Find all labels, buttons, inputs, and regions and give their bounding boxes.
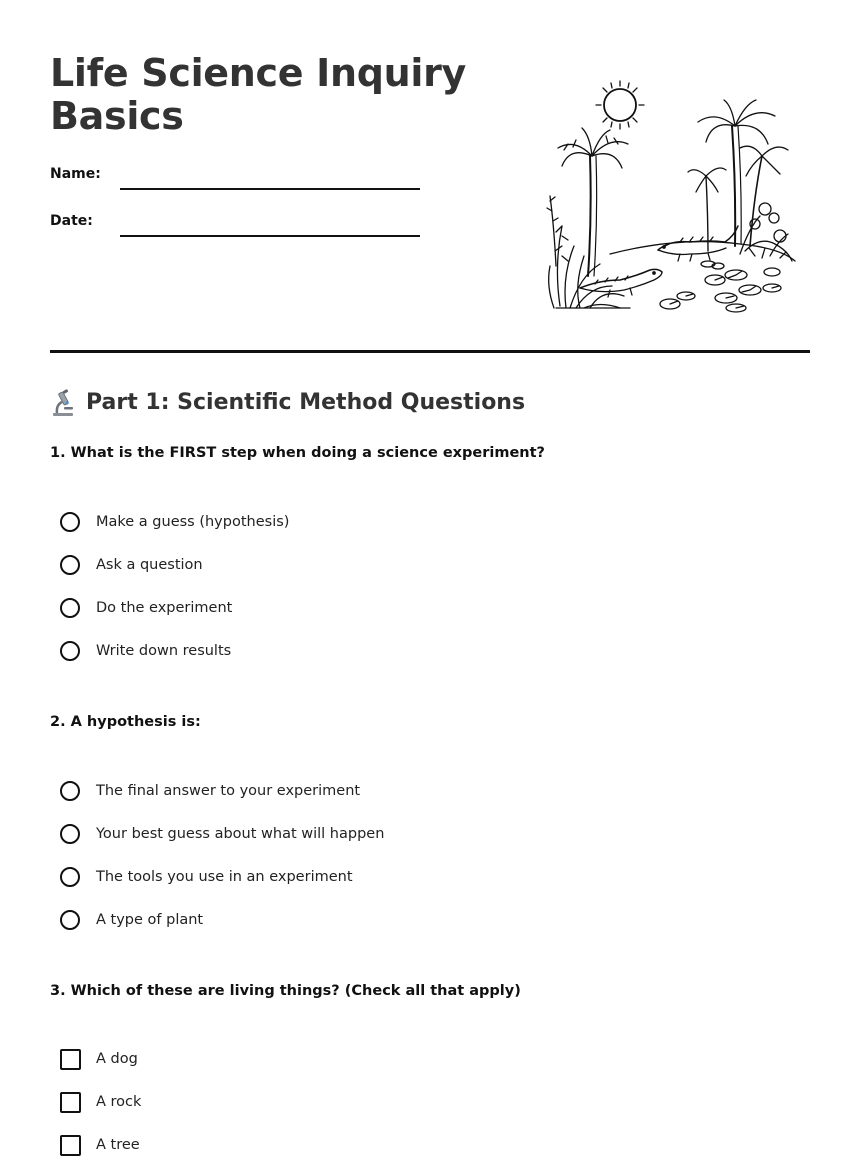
pond-outline — [610, 242, 795, 261]
right-palm-trees-icon — [688, 100, 788, 251]
option-label: A rock — [96, 1094, 142, 1110]
part-1-heading — [50, 388, 525, 418]
checkbox[interactable] — [60, 1135, 81, 1156]
name-label: Name: — [50, 166, 101, 182]
date-write-line[interactable] — [120, 235, 420, 237]
question-3-option-3[interactable] — [60, 1132, 140, 1158]
option-label: A dog — [96, 1051, 138, 1067]
date-label: Date: — [50, 213, 93, 229]
option-label: Do the experiment — [96, 600, 233, 616]
radio-button[interactable] — [60, 867, 80, 887]
name-field[interactable] — [50, 166, 420, 190]
section-divider — [50, 350, 810, 353]
question-2-option-2[interactable] — [60, 821, 384, 847]
question-1-option-2[interactable] — [60, 552, 203, 578]
question-2-option-3[interactable] — [60, 864, 353, 890]
question-1-option-4[interactable] — [60, 638, 231, 664]
option-label: A tree — [96, 1137, 140, 1153]
question-3-text: 3. Which of these are living things? (Check all that apply) — [50, 983, 521, 999]
option-label: The final answer to your experiment — [96, 783, 361, 799]
question-1-option-1[interactable] — [60, 509, 289, 535]
sun-icon — [596, 81, 644, 129]
radio-button[interactable] — [60, 641, 80, 661]
microscope-icon — [50, 389, 76, 417]
page-title-line-1: Life Science Inquiry — [50, 51, 467, 95]
radio-button[interactable] — [60, 910, 80, 930]
left-palm-tree-icon — [558, 128, 628, 276]
question-1-option-3[interactable] — [60, 595, 232, 621]
option-label: Your best guess about what will happen — [96, 826, 385, 842]
checkbox[interactable] — [60, 1092, 81, 1113]
name-write-line[interactable] — [120, 188, 420, 190]
jungle-scene-illustration — [540, 76, 800, 316]
option-label: Ask a question — [96, 557, 203, 573]
alligator-upper-icon — [658, 226, 738, 261]
question-2-option-1[interactable] — [60, 778, 360, 804]
question-2-option-4[interactable] — [60, 907, 203, 933]
lily-pads-icon — [660, 261, 781, 312]
radio-button[interactable] — [60, 598, 80, 618]
option-label: Make a guess (hypothesis) — [96, 514, 290, 530]
question-1-text: 1. What is the FIRST step when doing a science experiment? — [50, 445, 545, 461]
date-field[interactable] — [50, 213, 420, 237]
checkbox[interactable] — [60, 1049, 81, 1070]
question-2-text: 2. A hypothesis is: — [50, 714, 201, 730]
question-3-option-1[interactable] — [60, 1046, 138, 1072]
page-title-line-2: Basics — [50, 94, 184, 138]
radio-button[interactable] — [60, 512, 80, 532]
alligator-lower-icon — [580, 269, 662, 297]
option-label: Write down results — [96, 643, 232, 659]
option-label: A type of plant — [96, 912, 204, 928]
part-1-heading-text: Part 1: Scientific Method Questions — [86, 390, 526, 415]
right-flowers-icon — [740, 203, 792, 261]
radio-button[interactable] — [60, 781, 80, 801]
radio-button[interactable] — [60, 824, 80, 844]
radio-button[interactable] — [60, 555, 80, 575]
page-title — [50, 52, 510, 138]
option-label: The tools you use in an experiment — [96, 869, 353, 885]
question-3-option-2[interactable] — [60, 1089, 141, 1115]
